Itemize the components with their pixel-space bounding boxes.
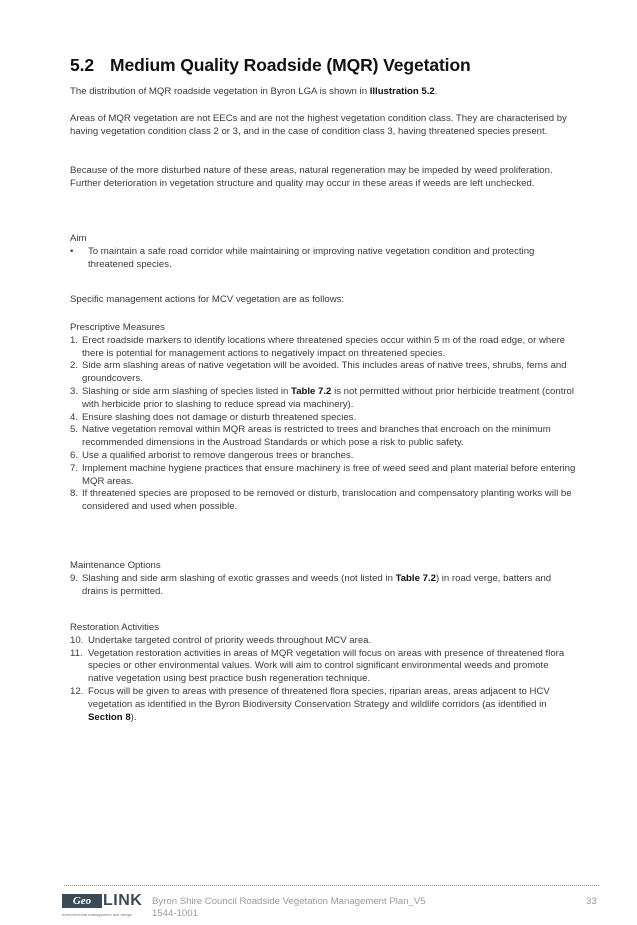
logo-link: LINK: [103, 892, 143, 909]
prescriptive-section: [70, 322, 576, 514]
geolink-logo: [62, 891, 143, 921]
section-title: Medium Quality Roadside (MQR) Vegetation: [110, 55, 471, 75]
logo-tagline: environmental management and design: [62, 912, 133, 917]
maintenance-section: [70, 560, 576, 598]
footer-divider: [64, 885, 599, 886]
intro-text: The distribution of MQR roadside vegetation in Byron LGA is shown in: [70, 86, 370, 97]
section-heading: [70, 55, 471, 76]
prescriptive-heading: Prescriptive Measures: [70, 322, 165, 333]
restoration-list: [70, 635, 576, 725]
footer-doc-number: 1544-1001: [152, 908, 198, 919]
list-item: 10. Undertake targeted control of priority weeds throughout MCV area.: [70, 634, 372, 646]
section-number: 5.2: [70, 55, 95, 75]
list-item: 8. If threatened species are proposed to be removed or disturb, translocation and compensatory planting works will be considered and used when possible.: [70, 488, 572, 513]
restoration-heading: Restoration Activities: [70, 622, 160, 633]
section-ref: Section 8: [88, 711, 131, 723]
list-item: 11. Vegetation restoration activities in areas of MQR vegetation will focus on areas with presence of threatened flora species or other environmental values. Work will aim to control significant environmental weeds and promote native vegetation using best practice bush regeneration technique.: [70, 647, 565, 685]
list-item: 2. Side arm slashing areas of native vegetation will be avoided. This includes areas of native trees, shrubs, ferns and groundcovers.: [70, 360, 567, 385]
list-item: 9. Slashing and side arm slashing of exotic grasses and weeds (not listed in Table 7.2) in road verge, batters and drains is permitted.: [70, 572, 552, 597]
table-ref: Table 7.2: [395, 572, 436, 584]
intro-end: .: [434, 86, 438, 97]
specific-actions-text: Specific management actions for MCV vegetation are as follows:: [70, 294, 345, 305]
list-item: 12. Focus will be given to areas with presence of threatened flora species, riparian areas, areas adjacent to HCV vegetation as identified in the Byron Biodiversity Conservation Strategy and wildlife corridors (as identified in Section 8).: [70, 685, 550, 723]
logo-geo: Geo: [62, 894, 102, 908]
illustration-ref: Illustration 5.2: [369, 86, 435, 97]
list-item: 5. Native vegetation removal within MQR areas is restricted to trees and branches that encroach on the minimum recommended dimensions in the Austroad Standards or which pose a risk to public safety.: [70, 424, 551, 449]
table-ref: Table 7.2: [291, 385, 332, 397]
footer-doc-title: Byron Shire Council Roadside Vegetation Management Plan_V5: [152, 896, 426, 907]
page-number: 33: [586, 896, 597, 907]
prescriptive-list: [70, 335, 576, 514]
list-item: 4. Ensure slashing does not damage or disturb threatened species.: [70, 411, 357, 423]
aim-bullet: • To maintain a safe road corridor while maintaining or improving native vegetation condition and protecting threatened species.: [70, 246, 576, 272]
specific-actions-intro: [70, 294, 576, 307]
restoration-section: [70, 622, 576, 724]
list-item: 6. Use a qualified arborist to remove dangerous trees or branches.: [70, 449, 354, 461]
list-item: 1. Erect roadside markers to identify locations where threatened species occur within 5 m of the road edge, or where there is potential for management actions to negatively impact on threatened species.: [70, 334, 566, 359]
aim-section: [70, 233, 576, 271]
disturbance-paragraph: [70, 165, 576, 191]
mqr-description-text: Areas of MQR vegetation are not EECs and are not the highest vegetation condition class. They are characterised by having vegetation condition class 2 or 3, and in the case of condition class 3, having threatened species present.: [70, 113, 567, 137]
intro-paragraph: [70, 86, 576, 99]
mqr-description-paragraph: [70, 113, 576, 139]
maintenance-list: [70, 573, 576, 599]
list-item: 3. Slashing or side arm slashing of species listed in Table 7.2 is not permitted without prior herbicide treatment (control with herbicide prior to slashing to reduce spread via machinery).: [70, 385, 575, 410]
disturbance-text: Because of the more disturbed nature of these areas, natural regeneration may be impeded by weed proliferation. Further deterioration in vegetation structure and quality may occur in these areas if weeds are left unchecked.: [70, 165, 553, 189]
footer-doc-info: [152, 896, 426, 920]
maintenance-heading: Maintenance Options: [70, 560, 161, 571]
aim-list: [70, 246, 576, 272]
aim-heading: Aim: [70, 233, 87, 244]
list-item: 7. Implement machine hygiene practices that ensure machinery is free of weed seed and plant material before entering MQR areas.: [70, 462, 576, 487]
